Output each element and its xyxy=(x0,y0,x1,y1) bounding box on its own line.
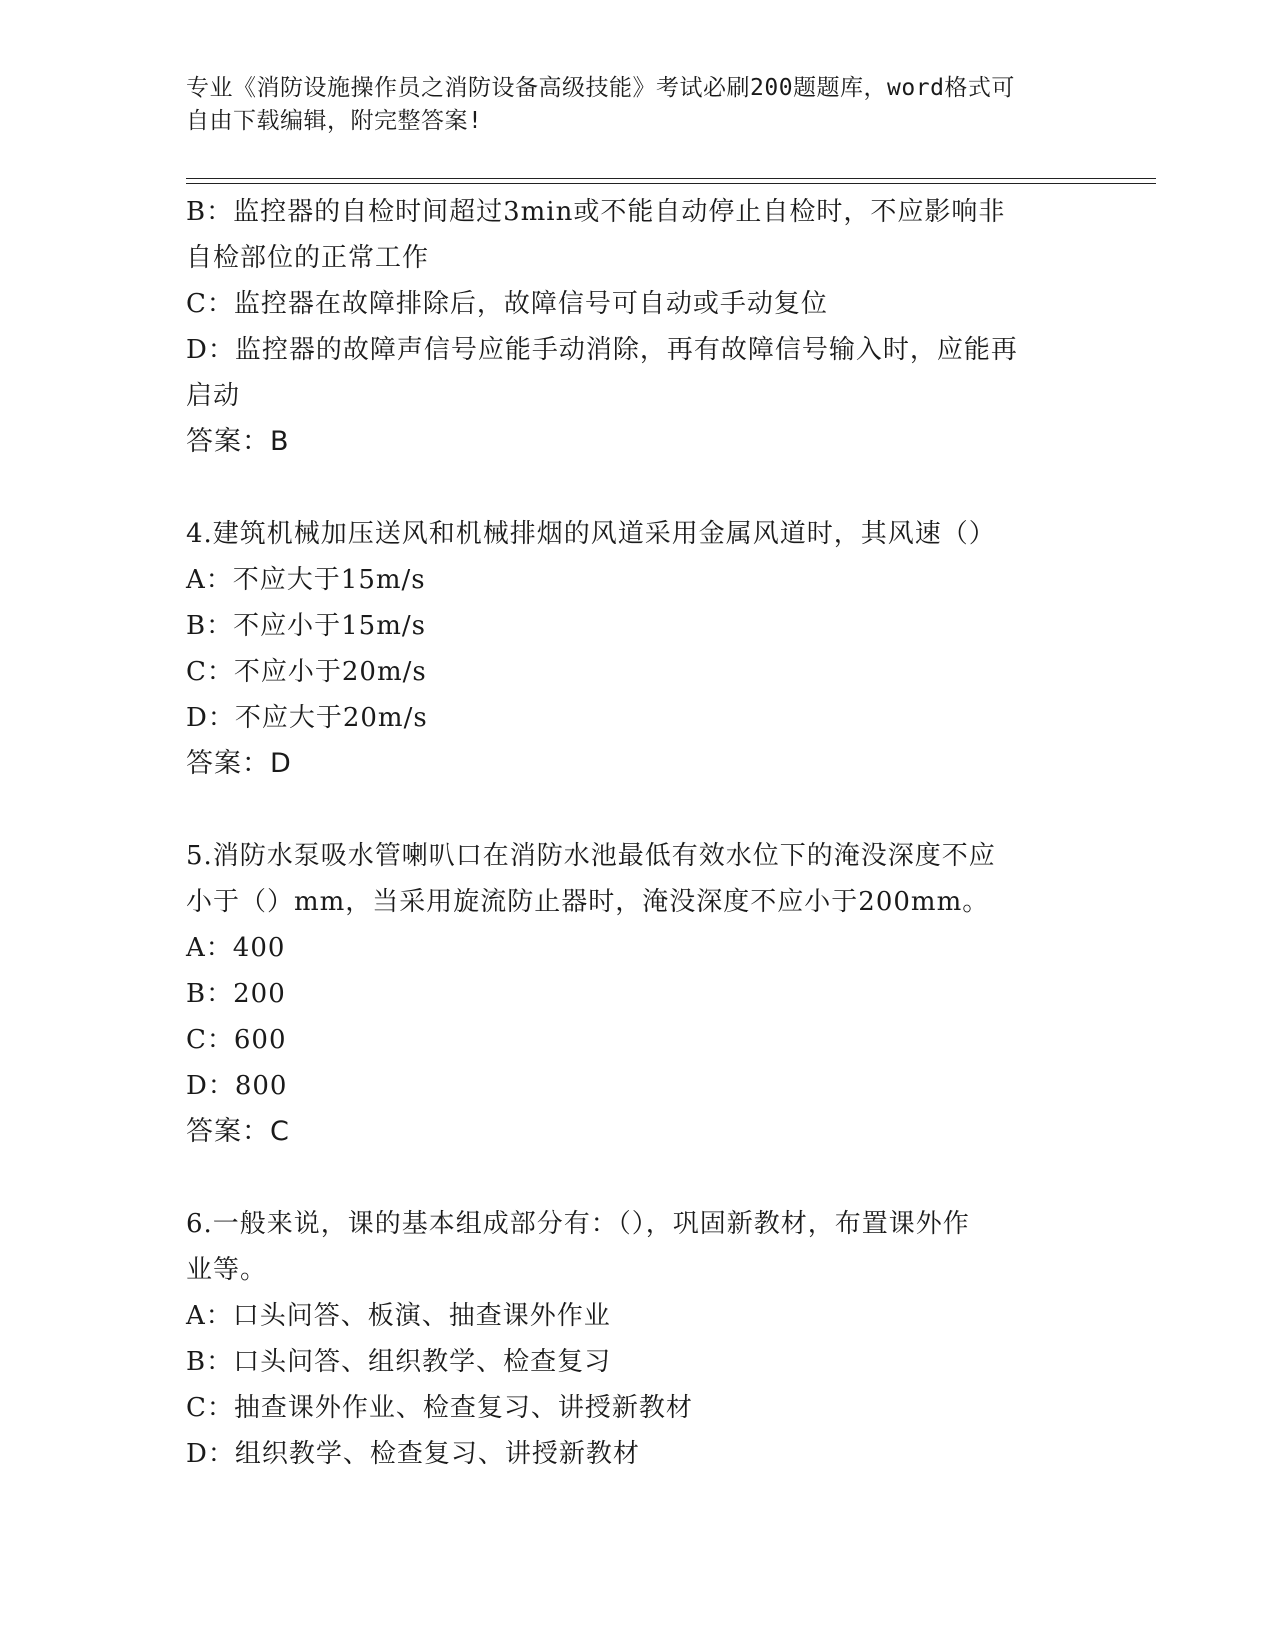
document-body xyxy=(186,189,1086,1477)
q6-option-d: D：组织教学、检查复习、讲授新教材 xyxy=(186,1439,640,1469)
spacer xyxy=(186,1155,1086,1201)
q6-option-b: B：口头问答、组织教学、检查复习 xyxy=(186,1347,612,1377)
q3-option-b-line-2: 自检部位的正常工作 xyxy=(186,243,430,273)
header-divider-bottom xyxy=(186,183,1156,184)
q3-answer: 答案：B xyxy=(186,426,290,457)
q3-option-b-line-1: B：监控器的自检时间超过3min或不能自动停止自检时，不应影响非 xyxy=(186,197,1006,227)
q4-option-a: A：不应大于15m/s xyxy=(186,565,426,595)
q5-question-line-1: 5.消防水泵吸水管喇叭口在消防水池最低有效水位下的淹没深度不应 xyxy=(186,841,996,871)
q6-question-line-2: 业等。 xyxy=(186,1255,268,1285)
q4-answer: 答案：D xyxy=(186,748,292,779)
q4-question: 4.建筑机械加压送风和机械排烟的风道采用金属风道时，其风速（） xyxy=(186,519,996,549)
document-header xyxy=(186,72,1066,138)
q3-option-d-line-1: D：监控器的故障声信号应能手动消除，再有故障信号输入时，应能再 xyxy=(186,335,1018,365)
q4-option-b: B：不应小于15m/s xyxy=(186,611,426,641)
spacer xyxy=(186,787,1086,833)
question-5 xyxy=(186,833,1086,1155)
header-line-2: 自由下载编辑，附完整答案! xyxy=(186,108,483,134)
q5-option-a: A：400 xyxy=(186,933,286,963)
header-line-1: 专业《消防设施操作员之消防设备高级技能》考试必刷200题题库，word格式可 xyxy=(186,75,1015,101)
q4-option-c: C：不应小于20m/s xyxy=(186,657,427,687)
q6-option-a: A：口头问答、板演、抽查课外作业 xyxy=(186,1301,611,1331)
q3-option-c: C：监控器在故障排除后，故障信号可自动或手动复位 xyxy=(186,289,828,319)
spacer xyxy=(186,465,1086,511)
question-4 xyxy=(186,511,1086,787)
header-divider-top xyxy=(186,178,1156,179)
q3-option-d-line-2: 启动 xyxy=(186,381,241,411)
q6-option-c: C：抽查课外作业、检查复习、讲授新教材 xyxy=(186,1393,693,1423)
q5-answer: 答案：C xyxy=(186,1116,290,1147)
question-3-tail xyxy=(186,189,1086,465)
q5-question-line-2: 小于（）mm，当采用旋流防止器时，淹没深度不应小于200mm。 xyxy=(186,887,990,917)
q5-option-b: B：200 xyxy=(186,979,286,1009)
q5-option-d: D：800 xyxy=(186,1071,288,1101)
q4-option-d: D：不应大于20m/s xyxy=(186,703,428,733)
question-6 xyxy=(186,1201,1086,1477)
q6-question-line-1: 6.一般来说，课的基本组成部分有：（），巩固新教材，布置课外作 xyxy=(186,1209,970,1239)
q5-option-c: C：600 xyxy=(186,1025,287,1055)
